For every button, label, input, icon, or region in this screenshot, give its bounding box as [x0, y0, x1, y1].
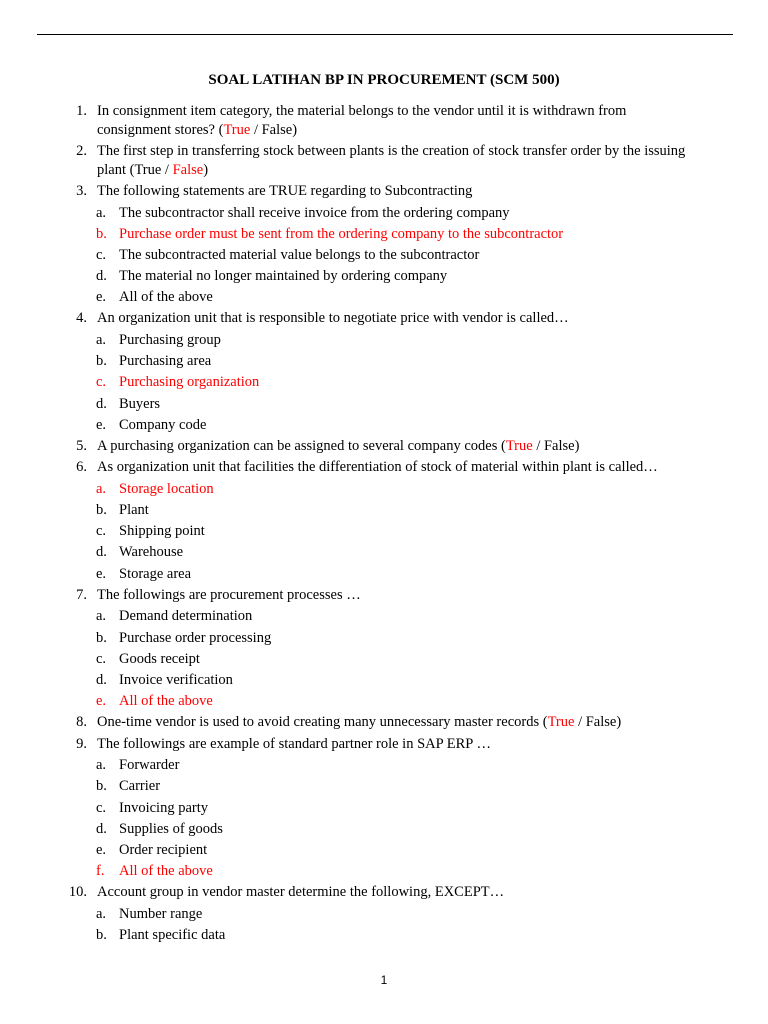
question-item — [0, 713, 697, 732]
question-number: 6. — [76, 459, 87, 476]
option-text: Company code — [119, 416, 207, 433]
option-letter: a. — [96, 608, 107, 625]
answer-option — [0, 650, 768, 668]
question-text: ) — [203, 161, 209, 178]
option-text: Invoicing party — [119, 799, 208, 816]
page-number: 1 — [380, 973, 388, 987]
question-text: Account group in vendor master determine the following, EXCEPT… — [97, 884, 505, 901]
question-text: The first step in transferring stock between plants is the creation of stock transfer order by the issuing plant (True / — [97, 143, 686, 178]
question-item — [0, 586, 697, 605]
option-letter: d. — [96, 544, 107, 561]
answer-option — [0, 671, 768, 689]
answer-option — [0, 395, 768, 413]
option-letter: b. — [96, 353, 107, 370]
question-text: The followings are example of standard partner role in SAP ERP … — [97, 735, 491, 752]
answer-option — [0, 352, 768, 370]
option-text: Purchase order processing — [119, 629, 272, 646]
question-item — [0, 458, 697, 477]
option-letter: c. — [96, 246, 107, 263]
option-letter: a. — [96, 204, 107, 221]
answer-option — [0, 416, 768, 434]
option-letter: b. — [96, 927, 107, 944]
question-text: / False) — [574, 714, 622, 731]
answer-highlight: True — [223, 121, 251, 138]
answer-option — [0, 799, 768, 817]
answer-option — [0, 267, 768, 285]
question-item — [0, 735, 697, 754]
question-item — [0, 182, 697, 201]
option-text: Storage location — [119, 480, 214, 497]
option-text: All of the above — [119, 289, 213, 306]
option-text: Plant specific data — [119, 927, 226, 944]
question-number: 5. — [76, 437, 87, 454]
option-text: Buyers — [119, 395, 161, 412]
option-letter: a. — [96, 757, 107, 774]
option-letter: a. — [96, 905, 107, 922]
question-text: A purchasing organization can be assigned to several company codes ( — [97, 437, 506, 454]
option-text: Number range — [119, 905, 203, 922]
answer-option — [0, 629, 768, 647]
answer-option — [0, 501, 768, 519]
answer-option — [0, 756, 768, 774]
question-item — [0, 309, 697, 328]
question-item — [0, 102, 697, 139]
option-letter: a. — [96, 331, 107, 348]
option-text: Plant — [119, 502, 149, 519]
header-rule — [37, 34, 733, 35]
answer-option — [0, 522, 768, 540]
answer-highlight: True — [547, 714, 575, 731]
question-item — [0, 142, 697, 179]
option-text: The subcontracted material value belongs to the subcontractor — [119, 246, 480, 263]
question-text: / False) — [250, 121, 298, 138]
option-text: Carrier — [119, 778, 161, 795]
answer-option — [0, 820, 768, 838]
option-letter: c. — [96, 799, 107, 816]
answer-option — [0, 543, 768, 561]
option-letter: c. — [96, 523, 107, 540]
option-text: Supplies of goods — [119, 820, 223, 837]
option-letter: e. — [96, 416, 107, 433]
question-number: 1. — [76, 103, 87, 119]
option-letter: e. — [96, 693, 107, 710]
question-text: In consignment item category, the material belongs to the vendor until it is withdrawn from consignment stores? ( — [97, 103, 627, 138]
question-text: One-time vendor is used to avoid creating many unnecessary master records ( — [97, 714, 548, 731]
document-title: SOAL LATIHAN BP IN PROCUREMENT (SCM 500) — [208, 72, 560, 88]
correct-option — [0, 373, 768, 391]
option-letter: a. — [96, 480, 107, 497]
question-text: / False) — [532, 437, 580, 454]
option-text: Purchasing group — [119, 331, 221, 348]
answer-option — [0, 841, 768, 859]
question-text: As organization unit that facilities the differentiation of stock of material within plant is called… — [97, 459, 658, 476]
option-letter: c. — [96, 650, 107, 667]
question-number: 2. — [76, 143, 87, 159]
option-letter: e. — [96, 842, 107, 858]
question-number: 10. — [68, 884, 87, 901]
option-letter: d. — [96, 268, 107, 285]
answer-option — [0, 288, 768, 306]
option-text: All of the above — [119, 863, 213, 880]
option-text: Purchasing area — [119, 353, 212, 370]
option-letter: f. — [96, 863, 105, 880]
question-text: The following statements are TRUE regarding to Subcontracting — [97, 183, 473, 199]
option-text: Purchasing organization — [119, 374, 260, 391]
answer-option — [0, 204, 768, 222]
option-text: The material no longer maintained by ordering company — [119, 268, 448, 285]
question-text: The followings are procurement processes … — [97, 586, 361, 603]
answer-highlight: True — [505, 437, 533, 454]
option-text: All of the above — [119, 693, 213, 710]
option-text: Demand determination — [119, 608, 253, 625]
question-text: An organization unit that is responsible to negotiate price with vendor is called… — [97, 310, 569, 327]
option-text: Forwarder — [119, 757, 180, 774]
answer-option — [0, 777, 768, 795]
answer-option — [0, 331, 768, 349]
option-letter: c. — [96, 374, 107, 391]
question-list — [0, 102, 768, 947]
question-item — [0, 437, 697, 456]
question-item — [0, 883, 697, 902]
option-letter: d. — [96, 820, 107, 837]
option-text: Shipping point — [119, 523, 205, 540]
answer-option — [0, 905, 768, 923]
option-letter: e. — [96, 289, 107, 306]
option-text: Order recipient — [119, 842, 208, 858]
option-text: Goods receipt — [119, 650, 200, 667]
option-letter: b. — [96, 629, 107, 646]
question-number: 9. — [76, 735, 87, 752]
option-text: Invoice verification — [119, 671, 233, 688]
question-number: 4. — [76, 310, 87, 327]
answer-option — [0, 246, 768, 264]
option-letter: b. — [96, 502, 107, 519]
option-letter: d. — [96, 395, 107, 412]
answer-option — [0, 607, 768, 625]
correct-option — [0, 480, 768, 498]
correct-option — [0, 862, 768, 880]
question-number: 7. — [76, 586, 87, 603]
option-text: Purchase order must be sent from the ordering company to the subcontractor — [119, 225, 564, 242]
option-text: Storage area — [119, 565, 192, 582]
correct-option — [0, 692, 768, 710]
option-letter: e. — [96, 565, 107, 582]
answer-highlight: False — [172, 161, 204, 178]
question-number: 8. — [76, 714, 87, 731]
option-letter: b. — [96, 225, 107, 242]
answer-option — [0, 926, 768, 944]
answer-option — [0, 565, 768, 583]
option-letter: d. — [96, 671, 107, 688]
option-text: Warehouse — [119, 544, 184, 561]
correct-option — [0, 225, 768, 243]
option-text: The subcontractor shall receive invoice from the ordering company — [119, 204, 510, 221]
question-number: 3. — [76, 183, 87, 199]
option-letter: b. — [96, 778, 107, 795]
